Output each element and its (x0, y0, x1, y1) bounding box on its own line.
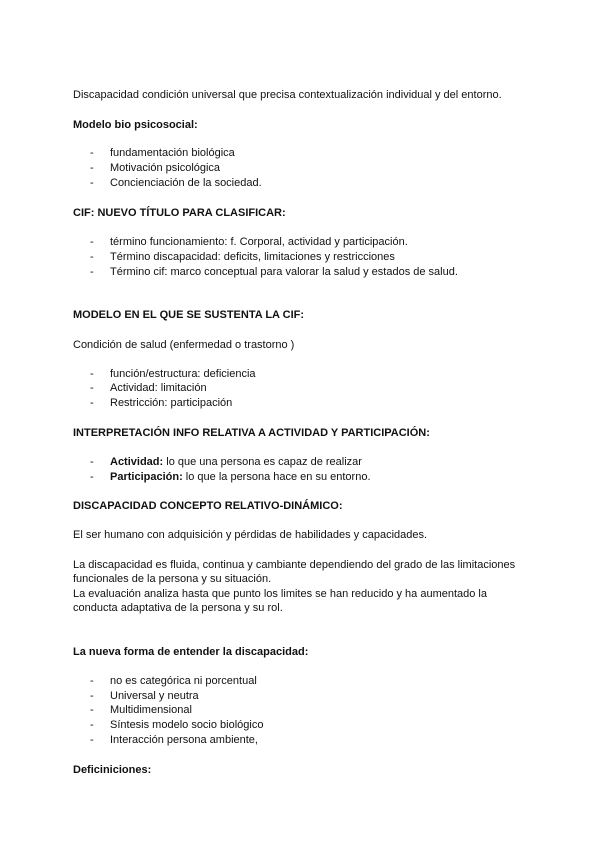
list-item: - Universal y neutra (90, 690, 199, 702)
list-item: - fundamentación biológica (90, 147, 235, 159)
list-item: - función/estructura: deficiencia (90, 368, 256, 380)
paragraph: El ser humano con adquisición y pérdidas de habilidades y capacidades. (73, 529, 428, 541)
heading-cif: CIF: NUEVO TÍTULO PARA CLASIFICAR: (73, 207, 286, 219)
heading-nueva-forma: La nueva forma de entender la discapacidad: (73, 646, 309, 658)
list-item: - Concienciación de la sociedad. (90, 177, 262, 189)
heading-interpretacion: INTERPRETACIÓN INFO RELATIVA A ACTIVIDAD Y PARTICIPACIÓN: (73, 427, 430, 439)
heading-modelo-cif: MODELO EN EL QUE SE SUSTENTA LA CIF: (73, 309, 305, 321)
heading-modelo-bio: Modelo bio psicosocial: (73, 119, 198, 131)
list-item: - Motivación psicológica (90, 162, 221, 174)
list-item: - Multidimensional (90, 704, 192, 716)
list-item: - Participación: lo que la persona hace en su entorno. (90, 471, 371, 483)
list-item: - Interacción persona ambiente, (90, 734, 258, 746)
heading-discapacidad-concepto: DISCAPACIDAD CONCEPTO RELATIVO-DINÁMICO: (73, 500, 343, 512)
list-item: - Término discapacidad: deficits, limitaciones y restricciones (90, 251, 395, 263)
list-item: - Actividad: lo que una persona es capaz de realizar (90, 456, 362, 468)
heading-definiciones: Deficiniciones: (73, 764, 152, 776)
paragraph: conducta adaptativa de la persona y su rol. (73, 602, 283, 614)
list-item: - Restricción: participación (90, 397, 233, 409)
list-item: - no es categórica ni porcentual (90, 675, 257, 687)
paragraph: La discapacidad es fluida, continua y cambiante dependiendo del grado de las limitaciones (73, 559, 516, 571)
list-item: - Síntesis modelo socio biológico (90, 719, 264, 731)
paragraph: La evaluación analiza hasta que punto los limites se han reducido y ha aumentado la (73, 588, 487, 600)
condicion-text: Condición de salud (enfermedad o trastorno ) (73, 339, 295, 351)
list-item: - Actividad: limitación (90, 382, 207, 394)
intro-text: Discapacidad condición universal que precisa contextualización individual y del entorno. (73, 89, 502, 101)
list-item: - término funcionamiento: f. Corporal, actividad y participación. (90, 236, 408, 248)
paragraph: funcionales de la persona y su situación. (73, 573, 272, 585)
list-item: - Término cif: marco conceptual para valorar la salud y estados de salud. (90, 266, 458, 278)
